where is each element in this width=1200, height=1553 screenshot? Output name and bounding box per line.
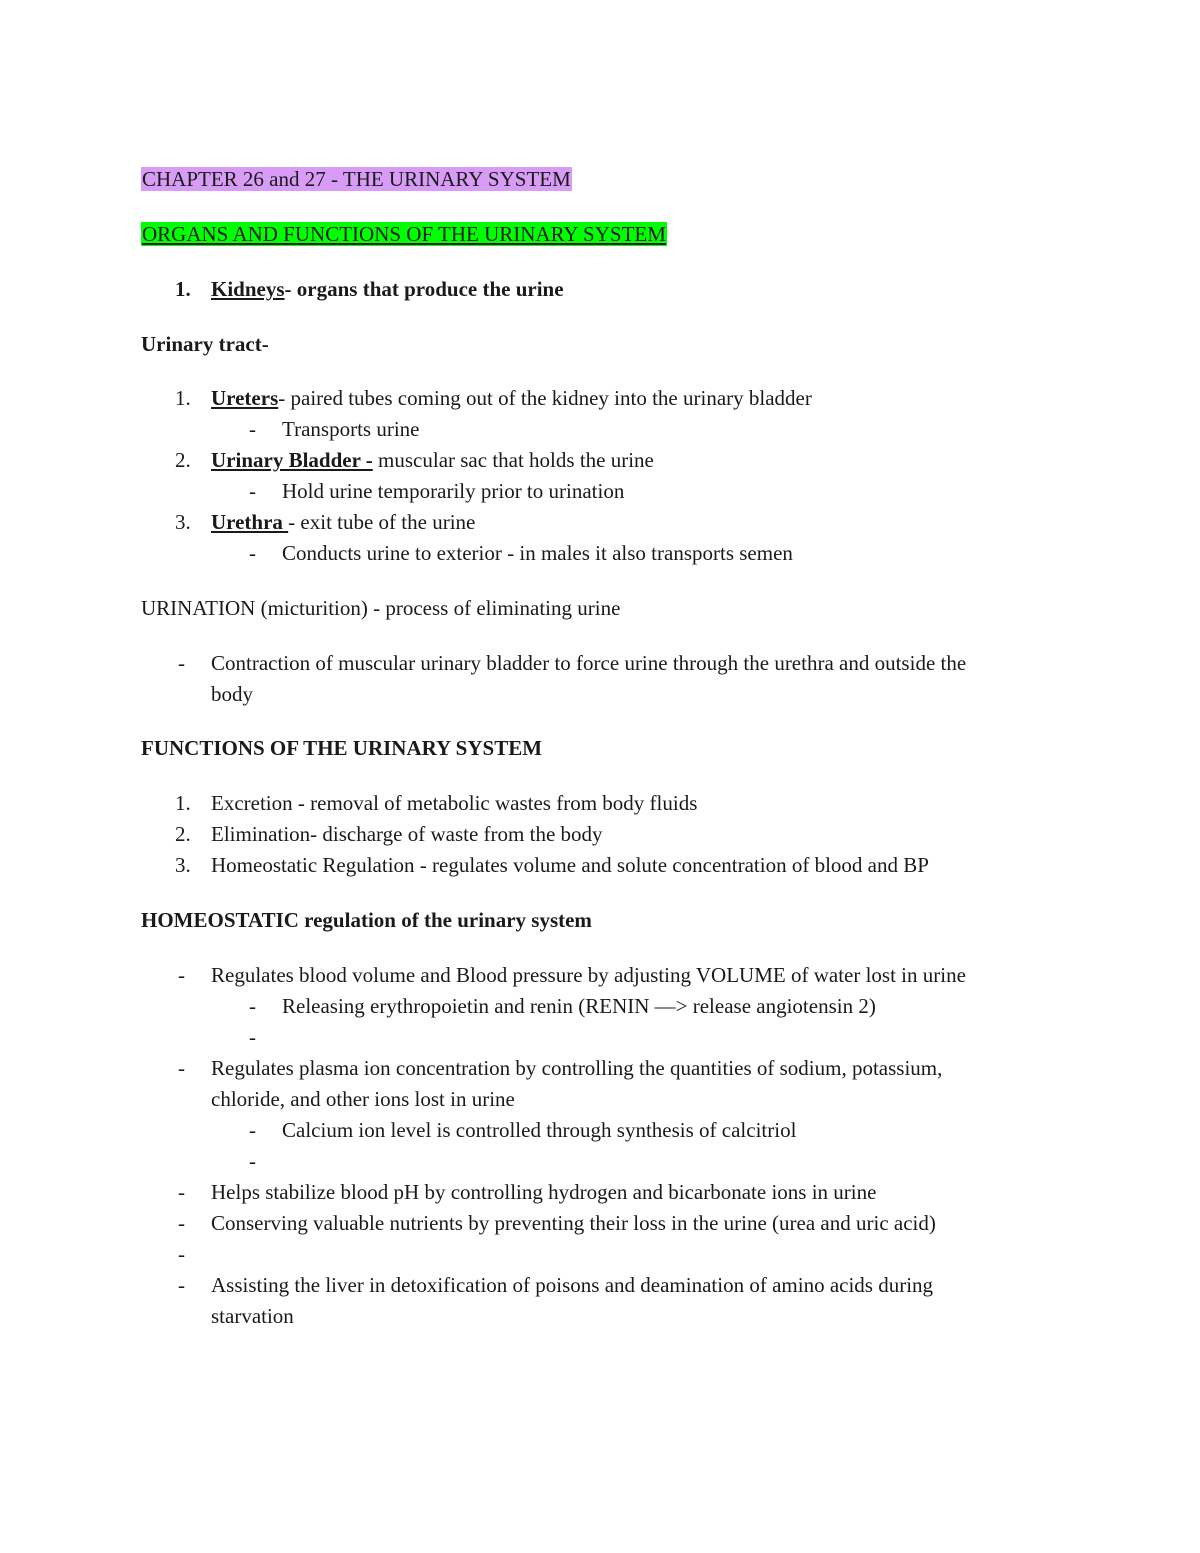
bullet-blood-ph: Helps stabilize blood pH by controlling hydrogen and bicarbonate ions in urine: [211, 1180, 877, 1204]
heading-homeostatic-rest: regulation of the urinary system: [298, 908, 592, 932]
list-number: 2.: [175, 822, 191, 846]
section-heading-homeostatic: [141, 906, 592, 934]
section-heading-functions: FUNCTIONS OF THE URINARY SYSTEM: [141, 736, 543, 760]
sub-bullet-dash: -: [249, 541, 256, 565]
sub-bullet-urethra: Conducts urine to exterior - in males it also transports semen: [282, 541, 793, 565]
page-title: [141, 165, 572, 193]
section-heading-organs: [141, 220, 667, 248]
urinary-tract-label: Urinary tract-: [141, 332, 269, 356]
bullet-dash: -: [178, 1056, 185, 1080]
bullet-liver-line1: Assisting the liver in detoxification of poisons and deamination of amino acids during: [211, 1273, 934, 1297]
bullet-liver-line2: starvation: [211, 1304, 294, 1328]
list-item-bladder: [211, 446, 654, 474]
sub-bullet-dash: -: [249, 1118, 256, 1142]
urethra-definition: - exit tube of the urine: [288, 510, 476, 534]
term-urethra: Urethra: [211, 510, 289, 534]
kidneys-text: [211, 275, 564, 303]
bullet-dash: -: [178, 1273, 185, 1297]
term-urinary-bladder: Urinary Bladder -: [211, 448, 373, 472]
bullet-dash-empty: -: [178, 1242, 185, 1266]
function-item-elimination: Elimination- discharge of waste from the body: [211, 822, 603, 846]
heading-homeostatic-word: HOMEOSTATIC: [141, 908, 299, 932]
ureters-definition: - paired tubes coming out of the kidney into the urinary bladder: [278, 386, 812, 410]
list-number: 1.: [175, 791, 191, 815]
bladder-definition: muscular sac that holds the urine: [372, 448, 654, 472]
sub-bullet-dash: -: [249, 479, 256, 503]
kidneys-definition: - organs that produce the urine: [284, 277, 564, 301]
list-number: 1.: [175, 277, 191, 301]
sub-bullet-calcium: Calcium ion level is controlled through synthesis of calcitriol: [282, 1118, 797, 1142]
list-item-kidneys: [175, 275, 191, 303]
bullet-nutrients: Conserving valuable nutrients by preventing their loss in the urine (urea and uric acid): [211, 1211, 936, 1235]
title-highlight: CHAPTER 26 and 27 - THE URINARY SYSTEM: [142, 167, 571, 191]
function-item-homeostatic: Homeostatic Regulation - regulates volume and solute concentration of blood and BP: [211, 853, 929, 877]
list-item-urethra: [211, 508, 475, 536]
sub-bullet-dash-empty: -: [249, 1025, 256, 1049]
list-number: 2.: [175, 448, 191, 472]
term-ureters: Ureters: [211, 386, 279, 410]
urination-bullet-line2: body: [211, 682, 253, 706]
list-number: 1.: [175, 386, 191, 410]
bullet-dash: -: [178, 651, 185, 675]
sub-bullet-dash: -: [249, 994, 256, 1018]
sub-bullet-ureters: Transports urine: [282, 417, 420, 441]
sub-bullet-dash-empty: -: [249, 1149, 256, 1173]
sub-bullet-erythropoietin: Releasing erythropoietin and renin (RENIN —> release angiotensin 2): [282, 994, 876, 1018]
list-item-ureters: [211, 384, 812, 412]
term-kidneys: Kidneys: [211, 277, 285, 301]
bullet-plasma-ion-line2: chloride, and other ions lost in urine: [211, 1087, 515, 1111]
organs-heading-highlight: ORGANS AND FUNCTIONS OF THE URINARY SYSTEM: [142, 222, 666, 246]
bullet-dash: -: [178, 963, 185, 987]
list-number: 3.: [175, 853, 191, 877]
bullet-plasma-ion-line1: Regulates plasma ion concentration by controlling the quantities of sodium, potassium,: [211, 1056, 943, 1080]
list-number: 3.: [175, 510, 191, 534]
urination-definition: URINATION (micturition) - process of eliminating urine: [141, 596, 621, 620]
sub-bullet-bladder: Hold urine temporarily prior to urination: [282, 479, 625, 503]
bullet-dash: -: [178, 1180, 185, 1204]
bullet-dash: -: [178, 1211, 185, 1235]
function-item-excretion: Excretion - removal of metabolic wastes from body fluids: [211, 791, 698, 815]
bullet-blood-volume: Regulates blood volume and Blood pressure by adjusting VOLUME of water lost in urine: [211, 963, 966, 987]
sub-bullet-dash: -: [249, 417, 256, 441]
urination-bullet-line1: Contraction of muscular urinary bladder to force urine through the urethra and outside the: [211, 651, 967, 675]
